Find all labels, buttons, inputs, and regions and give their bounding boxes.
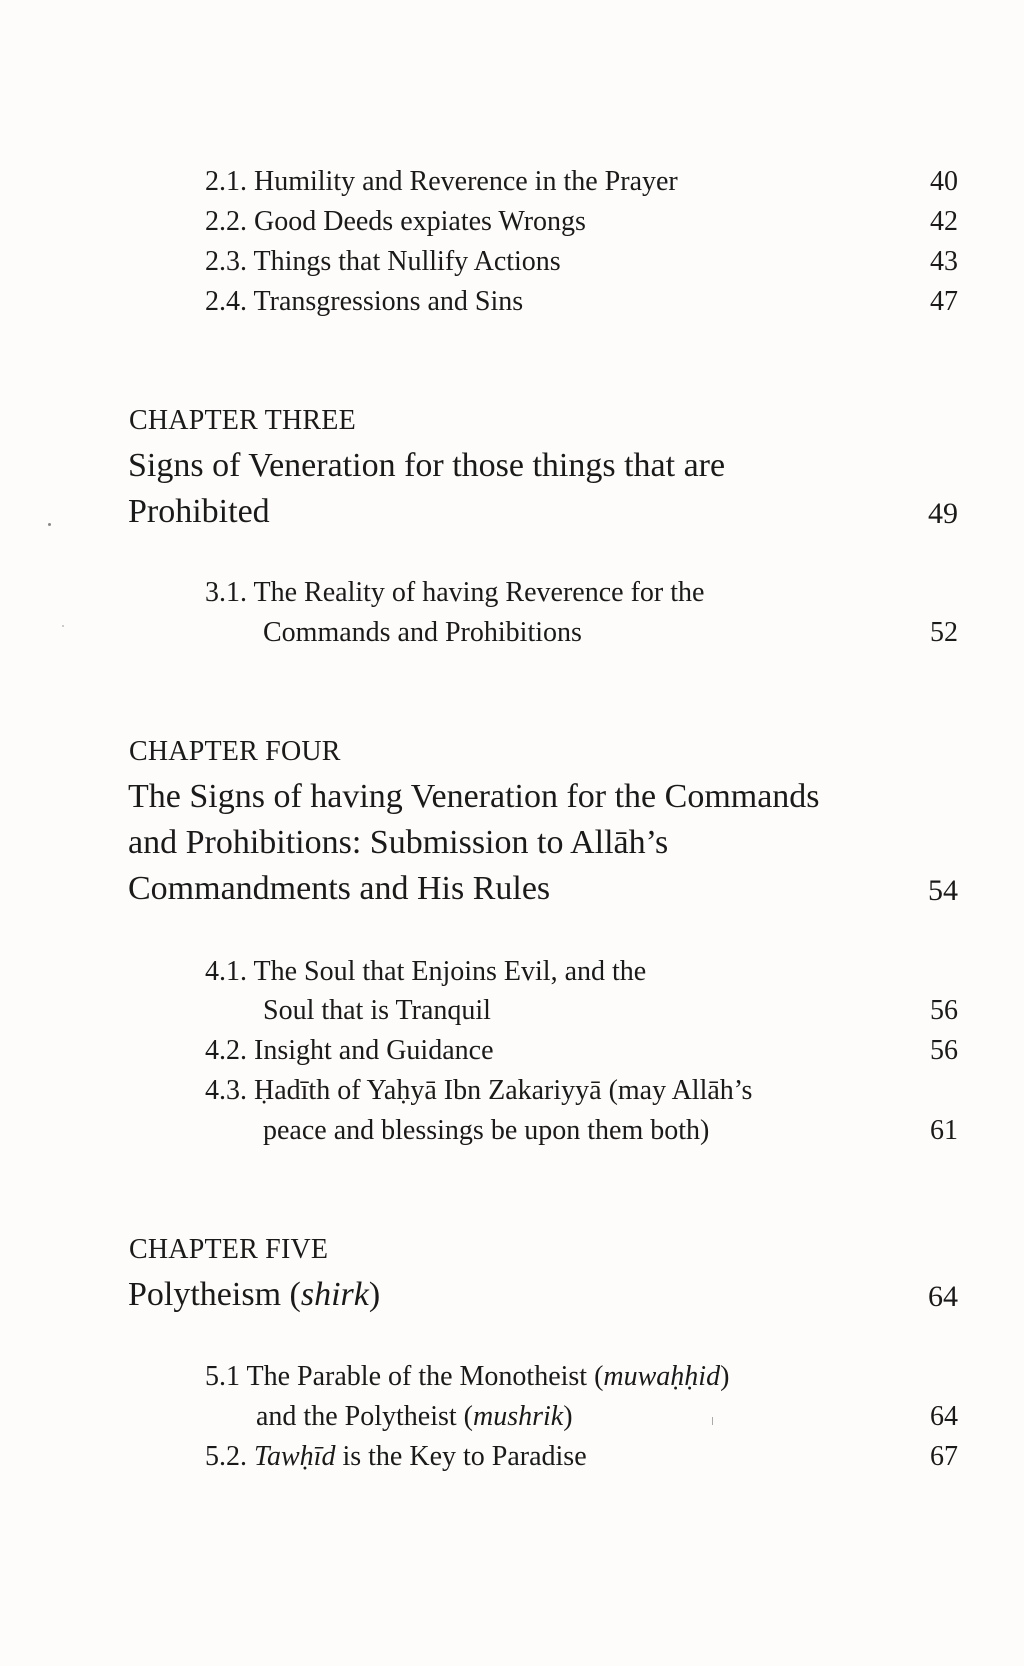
section-number: 2.3. xyxy=(205,246,247,277)
section-title-line: peace and blessings be upon them both) xyxy=(263,1115,710,1146)
toc-entry-2-3 xyxy=(205,245,561,279)
chapter-title-line: and Prohibitions: Submission to Allāh’s xyxy=(128,824,669,861)
section-title: Humility and Reverence in the Prayer xyxy=(254,166,678,197)
section-title: Things that Nullify Actions xyxy=(253,246,561,277)
section-title-line: The Parable of the Monotheist (muwaḥḥid) xyxy=(246,1361,730,1392)
toc-entry-4-2 xyxy=(205,1034,494,1068)
chapter-label: CHAPTER FOUR xyxy=(129,736,341,767)
toc-entry-5-1 xyxy=(205,1360,729,1394)
toc-entry-4-1 xyxy=(205,955,646,989)
page-number: 54 xyxy=(928,874,958,907)
section-title: Transgressions and Sins xyxy=(253,286,524,317)
page-number: 49 xyxy=(928,497,958,530)
page-number: 64 xyxy=(928,1280,958,1313)
toc-entry-2-1 xyxy=(205,165,678,199)
chapter-title-line: Prohibited xyxy=(128,493,270,530)
section-number: 2.4. xyxy=(205,286,247,317)
chapter-title-line: Polytheism (shirk) xyxy=(128,1276,381,1313)
chapter-label: CHAPTER THREE xyxy=(129,405,356,436)
page-number: 56 xyxy=(930,1035,958,1066)
section-number: 4.2. xyxy=(205,1035,247,1066)
chapter-title-line: Commandments and His Rules xyxy=(128,870,551,907)
page-number: 40 xyxy=(930,166,958,197)
scan-speck xyxy=(62,625,64,627)
toc-entry-4-3 xyxy=(205,1074,752,1108)
section-number: 2.2. xyxy=(205,206,247,237)
section-title: Tawḥīd is the Key to Paradise xyxy=(254,1441,587,1472)
toc-entry-2-4 xyxy=(205,285,523,319)
scan-speck xyxy=(48,523,51,526)
italic-term: shirk xyxy=(300,1276,369,1313)
section-title: Insight and Guidance xyxy=(254,1035,494,1066)
chapter-label: CHAPTER FIVE xyxy=(129,1234,329,1265)
section-number: 2.1. xyxy=(205,166,247,197)
page-number: 43 xyxy=(930,246,958,277)
toc-entry-2-2 xyxy=(205,205,586,239)
section-number: 4.3. xyxy=(205,1075,247,1106)
section-number: 3.1. xyxy=(205,577,247,608)
scan-speck xyxy=(712,1417,713,1425)
toc-entry-3-1 xyxy=(205,576,704,610)
italic-term: muwaḥḥid xyxy=(603,1361,721,1392)
page-number: 61 xyxy=(930,1115,958,1146)
page-number: 67 xyxy=(930,1441,958,1472)
section-number: 4.1. xyxy=(205,956,247,987)
chapter-title-line: Signs of Veneration for those things that are xyxy=(128,447,726,484)
section-title-line: The Soul that Enjoins Evil, and the xyxy=(253,956,647,987)
italic-term: mushrik xyxy=(472,1401,564,1432)
page-number: 52 xyxy=(930,617,958,648)
section-title-line: Commands and Prohibitions xyxy=(263,617,582,648)
section-title-line: Ḥadīth of Yaḥyā Ibn Zakariyyā (may Allāh’s xyxy=(254,1075,753,1106)
page-number: 56 xyxy=(930,995,958,1026)
section-title-line: The Reality of having Reverence for the xyxy=(253,577,705,608)
section-number: 5.1 xyxy=(205,1361,240,1392)
page-number: 47 xyxy=(930,286,958,317)
chapter-title-line: The Signs of having Veneration for the Commands xyxy=(128,778,820,815)
italic-term: Tawḥīd xyxy=(254,1441,336,1472)
page-number: 42 xyxy=(930,206,958,237)
section-title-line: and the Polytheist (mushrik) xyxy=(256,1401,573,1432)
section-title-line: Soul that is Tranquil xyxy=(263,995,491,1026)
section-number: 5.2. xyxy=(205,1441,247,1472)
toc-entry-5-2 xyxy=(205,1440,587,1474)
page-number: 64 xyxy=(930,1401,958,1432)
section-title: Good Deeds expiates Wrongs xyxy=(254,206,586,237)
